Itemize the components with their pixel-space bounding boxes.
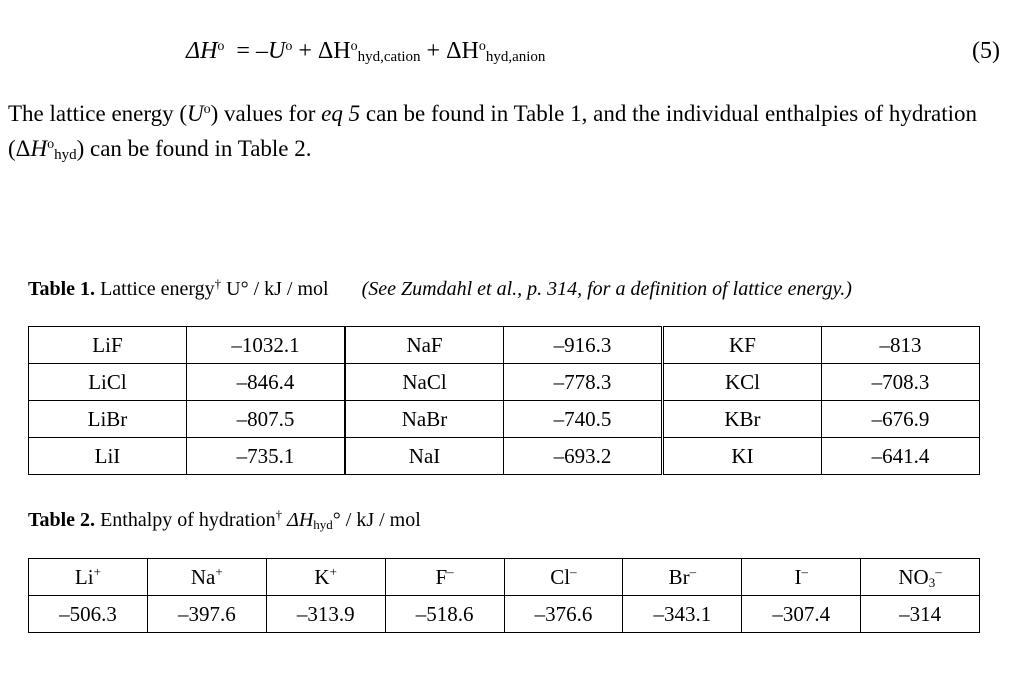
table-cell: –846.4 bbox=[186, 364, 345, 401]
ion-symbol: NO bbox=[898, 564, 929, 589]
eq-sub-anion: hyd,anion bbox=[485, 49, 546, 65]
ion-symbol: Br bbox=[668, 565, 690, 589]
table-cell: –778.3 bbox=[504, 364, 663, 401]
table1-label: Table 1. bbox=[28, 278, 96, 300]
para-text: The lattice energy ( bbox=[8, 101, 188, 126]
para-text: ) can be found in Table 2. bbox=[76, 136, 312, 161]
table2-symbol: ΔH bbox=[287, 509, 314, 531]
table-cell: LiBr bbox=[29, 401, 187, 438]
ion-symbol: Li bbox=[74, 565, 94, 589]
table-cell: –807.5 bbox=[186, 401, 345, 438]
table-cell: –735.1 bbox=[186, 438, 345, 475]
table-cell: KBr bbox=[663, 401, 822, 438]
table-cell: NaF bbox=[345, 327, 503, 364]
para-text: can be found in Table 1, and the individual enthalpies of hydration (Δ bbox=[8, 101, 977, 161]
equation-number: (5) bbox=[972, 38, 1000, 64]
eq-degree: o bbox=[478, 39, 486, 54]
ion-cell bbox=[266, 559, 385, 596]
ion-charge: – bbox=[570, 564, 577, 579]
para-text: ) values for bbox=[210, 101, 322, 126]
dagger-mark: † bbox=[214, 276, 222, 291]
table-cell: NaCl bbox=[345, 364, 503, 401]
table-row bbox=[29, 438, 980, 475]
eq-lhs: ΔH bbox=[186, 38, 218, 64]
table-cell: NaBr bbox=[345, 401, 503, 438]
ion-subscript: 3 bbox=[928, 574, 936, 590]
table-cell: KCl bbox=[663, 364, 822, 401]
ion-charge: + bbox=[93, 564, 101, 579]
value-cell: –307.4 bbox=[742, 596, 861, 633]
table-cell: –708.3 bbox=[821, 364, 979, 401]
table-cell: LiCl bbox=[29, 364, 187, 401]
ion-cell bbox=[742, 559, 861, 596]
value-cell: –518.6 bbox=[385, 596, 504, 633]
table-row bbox=[29, 401, 980, 438]
para-degree: o bbox=[47, 137, 55, 152]
table-cell: –813 bbox=[821, 327, 979, 364]
table2-units: ° / kJ / mol bbox=[332, 509, 421, 531]
lattice-energy-table bbox=[28, 326, 980, 475]
ion-charge: – bbox=[447, 564, 454, 579]
value-cell: –343.1 bbox=[623, 596, 742, 633]
ion-charge: + bbox=[215, 564, 223, 579]
ion-cell bbox=[623, 559, 742, 596]
hydration-enthalpy-table bbox=[28, 558, 980, 633]
table-cell: –676.9 bbox=[821, 401, 979, 438]
ion-symbol: K bbox=[314, 565, 330, 589]
table2-caption bbox=[28, 507, 421, 533]
table-cell: KF bbox=[663, 327, 822, 364]
value-cell: –313.9 bbox=[266, 596, 385, 633]
table-row bbox=[29, 327, 980, 364]
table1-note: (See Zumdahl et al., p. 314, for a definition of lattice energy.) bbox=[361, 278, 852, 300]
ion-symbol: I bbox=[794, 565, 802, 589]
eq-degree: o bbox=[285, 39, 293, 54]
eq-sign: = – bbox=[236, 38, 268, 64]
ion-charge: + bbox=[329, 564, 337, 579]
para-u: U bbox=[187, 101, 204, 126]
ion-cell bbox=[504, 559, 623, 596]
table2-sub: hyd bbox=[313, 517, 333, 532]
value-cell: –314 bbox=[861, 596, 980, 633]
ion-charge: – bbox=[801, 564, 808, 579]
table2-title: Enthalpy of hydration bbox=[100, 509, 276, 531]
value-cell: –397.6 bbox=[147, 596, 266, 633]
dagger-mark: † bbox=[275, 507, 283, 522]
table-cell: –693.2 bbox=[504, 438, 663, 475]
table-cell: –1032.1 bbox=[186, 327, 345, 364]
table1-units: U° / kJ / mol bbox=[226, 278, 329, 300]
ion-symbol: Cl bbox=[550, 565, 571, 589]
para-degree: o bbox=[203, 102, 211, 117]
table-cell: NaI bbox=[345, 438, 503, 475]
table1-title: Lattice energy bbox=[100, 278, 215, 300]
table-row bbox=[29, 596, 980, 633]
eq-degree: o bbox=[217, 39, 225, 54]
table-row bbox=[29, 364, 980, 401]
eq-u: U bbox=[267, 38, 286, 64]
ion-charge: – bbox=[689, 564, 697, 579]
ion-symbol: Na bbox=[190, 565, 216, 589]
equation-5 bbox=[186, 38, 545, 66]
ion-cell bbox=[861, 559, 980, 596]
eq-reference: eq 5 bbox=[321, 101, 361, 126]
eq-sub-cation: hyd,cation bbox=[357, 49, 421, 65]
table-cell: –916.3 bbox=[504, 327, 663, 364]
value-cell: –376.6 bbox=[504, 596, 623, 633]
table-cell: –740.5 bbox=[504, 401, 663, 438]
value-cell: –506.3 bbox=[29, 596, 148, 633]
para-h: H bbox=[30, 136, 48, 161]
ion-charge: – bbox=[935, 563, 942, 579]
table1-caption bbox=[28, 276, 852, 301]
body-paragraph bbox=[8, 94, 1008, 171]
eq-term-anion: + ΔH bbox=[426, 38, 479, 64]
table-cell: LiF bbox=[29, 327, 187, 364]
table-cell: LiI bbox=[29, 438, 187, 475]
eq-term-cation: + ΔH bbox=[298, 38, 351, 64]
table2-label: Table 2. bbox=[28, 509, 96, 531]
table-header-row bbox=[29, 559, 980, 596]
ion-symbol: F bbox=[435, 565, 448, 589]
eq-degree: o bbox=[350, 39, 358, 54]
para-sub-hyd: hyd bbox=[54, 147, 77, 163]
table-cell: –641.4 bbox=[821, 438, 979, 475]
ion-cell bbox=[147, 559, 266, 596]
ion-cell bbox=[29, 559, 148, 596]
table-cell: KI bbox=[663, 438, 822, 475]
ion-cell bbox=[385, 559, 504, 596]
